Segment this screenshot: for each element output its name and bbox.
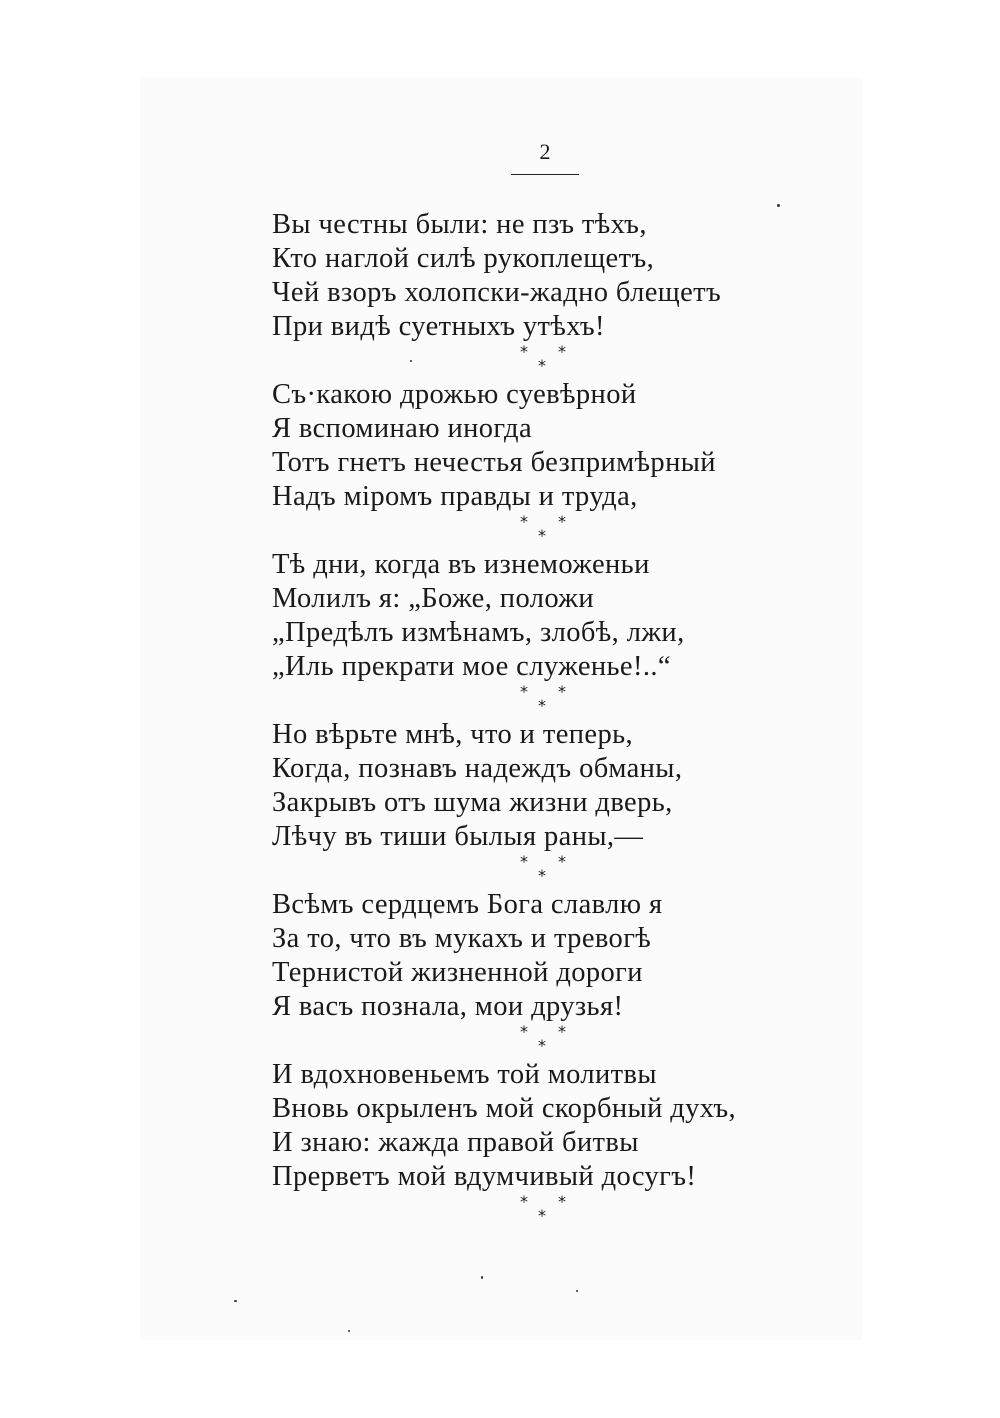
poem-line: „Иль прекрати мое служенье!..“ [272, 651, 671, 682]
poem-line: Тѣ дни, когда въ изнеможеньи [272, 549, 650, 580]
poem-line: Когда, познавъ надеждъ обманы, [272, 753, 683, 784]
asterism-separator [272, 514, 832, 548]
asterisk: * [538, 1036, 546, 1055]
poem-line: За то, что въ мукахъ и тревогѣ [272, 923, 652, 954]
poem-line: Я вспоминаю иногда [272, 413, 533, 444]
asterism-separator [272, 684, 832, 718]
poem-line: Лѣчу въ тиши былыя раны,— [272, 821, 644, 852]
asterisk: * [538, 356, 546, 375]
asterism-separator [272, 1024, 832, 1058]
poem-line: Вновь окрыленъ мой скорбный духъ, [272, 1093, 737, 1124]
asterism-separator [272, 1194, 832, 1228]
asterisk: * [538, 696, 546, 715]
asterisk: * [558, 1192, 566, 1211]
asterisk: * [558, 512, 566, 531]
poem-line: „Предѣлъ измѣнамъ, злобѣ, лжи, [272, 617, 685, 648]
poem-line: Съ·какою дрожью суевѣрной [272, 379, 637, 410]
stanza [272, 378, 832, 514]
poem-line: Кто наглой силѣ рукоплещетъ, [272, 243, 655, 274]
poem-line: Молилъ я: „Боже, положи [272, 583, 595, 614]
header-rule [511, 174, 579, 175]
scan-speck [348, 1330, 350, 1332]
asterisk: * [558, 1022, 566, 1041]
asterisk: * [520, 342, 528, 361]
asterisk: * [558, 682, 566, 701]
scan-speck [576, 1290, 578, 1292]
stanza [272, 1058, 832, 1194]
asterisk: * [558, 342, 566, 361]
poem [272, 208, 832, 1228]
asterism-separator [272, 854, 832, 888]
scan-speck [481, 1276, 483, 1279]
asterisk: * [520, 1192, 528, 1211]
stanza [272, 888, 832, 1024]
poem-line: Я васъ познала, мои друзья! [272, 991, 624, 1022]
asterisk: * [538, 526, 546, 545]
asterisk: * [538, 866, 546, 885]
poem-line: И вдохновеньемъ той молитвы [272, 1059, 657, 1090]
stanza [272, 548, 832, 684]
poem-line: При видѣ суетныхъ утѣхъ! [272, 311, 605, 342]
page-header [510, 140, 580, 175]
asterisk: * [538, 1206, 546, 1225]
asterisk: * [558, 852, 566, 871]
asterism-separator [272, 344, 832, 378]
scan-speck [777, 204, 780, 207]
poem-line: Всѣмъ сердцемъ Бога славлю я [272, 889, 663, 920]
page-number: 2 [539, 139, 551, 164]
scan-speck [410, 360, 412, 362]
poem-line: Вы честны были: не пзъ тѣхъ, [272, 209, 647, 240]
poem-line: Но вѣрьте мнѣ, что и теперь, [272, 719, 634, 750]
stanza [272, 718, 832, 854]
asterisk: * [520, 1022, 528, 1041]
asterisk: * [520, 682, 528, 701]
asterisk: * [520, 852, 528, 871]
poem-line: Тернистой жизненной дороги [272, 957, 643, 988]
poem-line: Закрывъ отъ шума жизни дверь, [272, 787, 673, 818]
asterisk: * [520, 512, 528, 531]
poem-line: Прерветъ мой вдумчивый досугъ! [272, 1161, 697, 1192]
stanza [272, 208, 832, 344]
poem-line: Тотъ гнетъ нечестья безпримѣрный [272, 447, 716, 478]
poem-line: Надъ міромъ правды и труда, [272, 481, 638, 512]
poem-line: Чей взоръ холопски-жадно блещетъ [272, 277, 722, 308]
scan-speck [234, 1300, 237, 1302]
poem-line: И знаю: жажда правой битвы [272, 1127, 639, 1158]
